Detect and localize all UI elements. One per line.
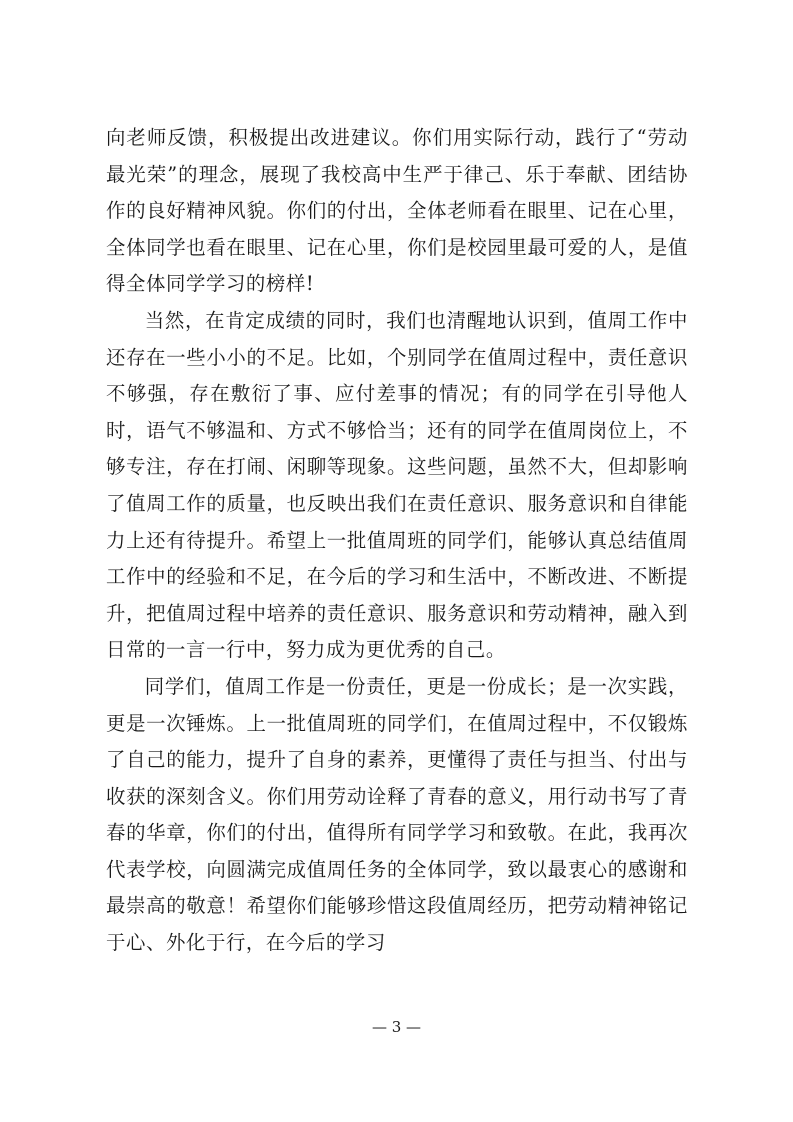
body-paragraph-2: 当然，在肯定成绩的同时，我们也清醒地认识到，值周工作中还存在一些小小的不足。比如，个别同学在值周过程中，责任意识不够强，存在敷衍了事、应付差事的情况；有的同学在引导他人时，语气不够温和、方式不够恰当；还有的同学在值周岗位上，不够专注，存在打闹、闲聊等现象。这些问题，虽然不大，但却影响了值周工作的质量，也反映出我们在责任意识、服务意识和自律能力上还有待提升。希望上一批值周班的同学们，能够认真总结值周工作中的经验和不足，在今后的学习和生活中，不断改进、不断提升，把值周过程中培养的责任意识、服务意识和劳动精神，融入到日常的一言一行中，努力成为更优秀的自己。	[106, 308, 688, 662]
body-paragraph-1: 向老师反馈，积极提出改进建议。你们用实际行动，践行了“劳动最光荣”的理念，展现了我校高中生严于律己、乐于奉献、团结协作的良好精神风貌。你们的付出，全体老师看在眼里、记在心里，全体同学也看在眼里、记在心里，你们是校园里最可爱的人，是值得全体同学学习的榜样!	[106, 126, 688, 296]
document-body	[106, 120, 688, 962]
body-paragraph-3: 同学们，值周工作是一份责任，更是一份成长；是一次实践，更是一次锤炼。上一批值周班的同学们，在值周过程中，不仅锻炼了自己的能力，提升了自身的素养，更懂得了责任与担当、付出与收获的深刻含义。你们用劳动诠释了青春的意义，用行动书写了青春的华章，你们的付出，值得所有同学学习和致敬。在此，我再次代表学校，向圆满完成值周任务的全体同学，致以最衷心的感谢和最崇高的敬意！希望你们能够珍惜这段值周经历，把劳动精神铭记于心、外化于行，在今后的学习	[106, 674, 688, 955]
page-number: — 3 —	[371, 1018, 422, 1036]
